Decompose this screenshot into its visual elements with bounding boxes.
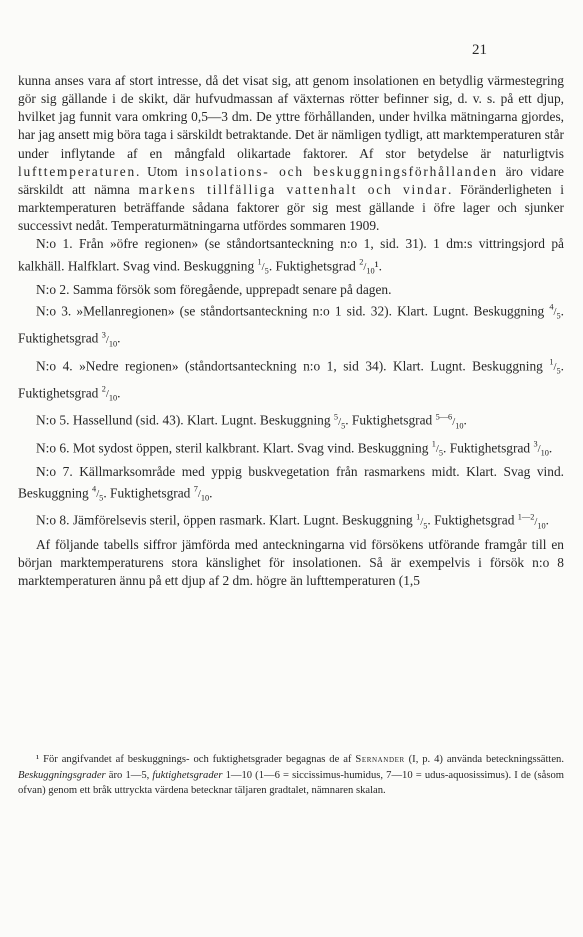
paragraph-experiment-5 — [18, 408, 564, 435]
paragraph-experiment-8 — [18, 508, 564, 535]
text-run: N:o 1. Från »öfre regionen» (se ståndortsanteckning n:o 1, sid. 31). 1 dm:s vittringsjord på kalkhäll. Halfklart. Svag vind. Beskuggning — [18, 236, 564, 274]
text-run: ¹ För angifvandet af beskuggnings- och fuktighetsgrader begagnas de af — [36, 754, 356, 765]
text-run: . Fuktighetsgrad — [443, 439, 534, 455]
footnote-1 — [18, 752, 564, 799]
fraction: $^2/_{10}$ — [101, 384, 118, 404]
text-run: kunna anses vara af stort intresse, då det visat sig, att genom insolationen en betydlig värmestegring gör sig gällande i de skikt, där hufvudmassan af växternas rötter befinner sig, d. v. s. på ett djup, hvilket jag funnit vara omkring 0,5—3 dm. De yttre förhållanden, under hvilka mätningarna gjordes, har jag ansett mig böra taga i särskildt betraktande. Det är nämligen tydligt, att marktemperaturen står under inflytande af en mångfald olikartade faktorer. Af stor betydelse är naturligtvis — [18, 73, 564, 161]
text-run: äro 1—5, — [105, 769, 153, 781]
fraction: $^4/_5$ — [92, 484, 104, 504]
paragraph-experiment-6 — [18, 436, 564, 463]
text-run: ¹. — [374, 258, 383, 274]
text-run: äro vidare särskildt att nämna — [18, 163, 564, 197]
text-run: . Fuktighetsgrad — [427, 512, 518, 528]
fraction: $^{1—2}/_{10}$ — [517, 512, 546, 531]
text-run: (I, p. 4) använda beteckningssätten. — [404, 754, 564, 765]
text-run: . — [209, 485, 213, 501]
fraction: $^{5—6}/_{10}$ — [435, 412, 464, 431]
paragraph-experiment-2 — [18, 281, 564, 299]
text-run: . Utom — [136, 163, 186, 179]
emphasized-text: fuktighetsgrader — [152, 769, 223, 781]
emphasized-text: Sernander — [355, 754, 405, 765]
fraction: $^4/_5$ — [549, 303, 561, 322]
text-run: N:o 8. Jämförelsevis steril, öppen rasmark. Klart. Lugnt. Beskuggning — [36, 512, 417, 528]
text-run: 1—10 (1—6 = siccissimus-humidus, 7—10 = udus-aquosissimus). I de (såsom ofvan) genom ett bråk uttryckta värdena betecknar täljaren gradtalet, nämnaren skalan. — [18, 769, 565, 797]
paragraph-conclusion — [18, 536, 564, 590]
text-run: . — [117, 385, 121, 401]
text-run: . — [548, 439, 553, 455]
emphasized-text: markens tillfälliga vattenhalt och vindar — [138, 181, 449, 197]
fraction: $^7/_{10}$ — [193, 484, 210, 504]
footnote-area — [18, 752, 564, 799]
text-run: N:o 3. »Mellanregionen» (se ståndortsanteckning n:o 1 sid. 32). Klart. Lugnt. Beskuggning — [36, 303, 550, 319]
text-run: . Föränderligheten i marktemperaturen beträffande sådana faktorer gör sig mest gällande i öfre lager och sjunker successivt nedåt. Temperaturmätningarna utfördes sommaren 1909. — [18, 181, 564, 234]
paragraph-experiment-3 — [18, 299, 564, 354]
text-run: N:o 7. Källmarksområde med yppig buskvegetation från rasmarkens midt. Klart. Svag vind. Beskuggning — [18, 463, 564, 501]
fraction: $^5/_5$ — [333, 412, 346, 431]
paragraph-experiment-1 — [18, 235, 564, 280]
fraction: $^1/_5$ — [549, 357, 561, 376]
paragraph-experiment-7 — [18, 463, 564, 508]
fraction: $^3/_{10}$ — [533, 439, 549, 458]
text-run: Af följande tabells siffror jämförda med anteckningarna vid försökens utförande framgår till en början marktemperaturens stora känslighet för insolationen. Så är exempelvis i försök n:o 8 marktemperaturen ännu på ett djup af 2 dm. högre än lufttemperaturen (1,5 — [18, 536, 564, 588]
text-run: N:o 5. Hassellund (sid. 43). Klart. Lugnt. Beskuggning — [36, 412, 334, 428]
text-run: . Fuktighetsgrad — [18, 303, 564, 346]
text-run: N:o 4. »Nedre regionen» (ståndortsanteckning n:o 1, sid 34). Klart. Lugnt. Beskuggning — [36, 358, 550, 374]
paragraph-intro — [18, 72, 564, 235]
fraction: $^1/_5$ — [416, 512, 428, 531]
paragraph-experiment-4 — [18, 354, 564, 409]
fraction: $^1/_5$ — [431, 439, 444, 458]
text-run: N:o 2. Samma försök som föregående, upprepadt senare på dagen. — [36, 281, 392, 297]
text-run: . — [117, 330, 121, 346]
body-text — [18, 72, 564, 590]
fraction: $^1/_5$ — [257, 257, 269, 276]
emphasized-text: lufttemperaturen — [18, 163, 137, 179]
text-run: . — [545, 512, 549, 528]
text-run: . — [463, 412, 467, 428]
page-number: 21 — [472, 42, 487, 58]
text-run: N:o 6. Mot sydost öppen, steril kalkbrant. Klart. Svag vind. Beskuggning — [36, 439, 432, 455]
emphasized-text: Beskuggningsgrader — [18, 769, 106, 781]
fraction: $^3/_{10}$ — [101, 330, 118, 349]
text-run: . Fuktighetsgrad — [345, 412, 436, 428]
text-run: . Fuktighetsgrad — [268, 258, 360, 274]
text-run: . Fuktighetsgrad — [18, 358, 564, 401]
emphasized-text: insolations- och beskuggningsförhållanden — [185, 163, 498, 179]
fraction: $^2/_{10}$ — [359, 257, 375, 276]
text-run: . Fuktighetsgrad — [103, 485, 194, 501]
